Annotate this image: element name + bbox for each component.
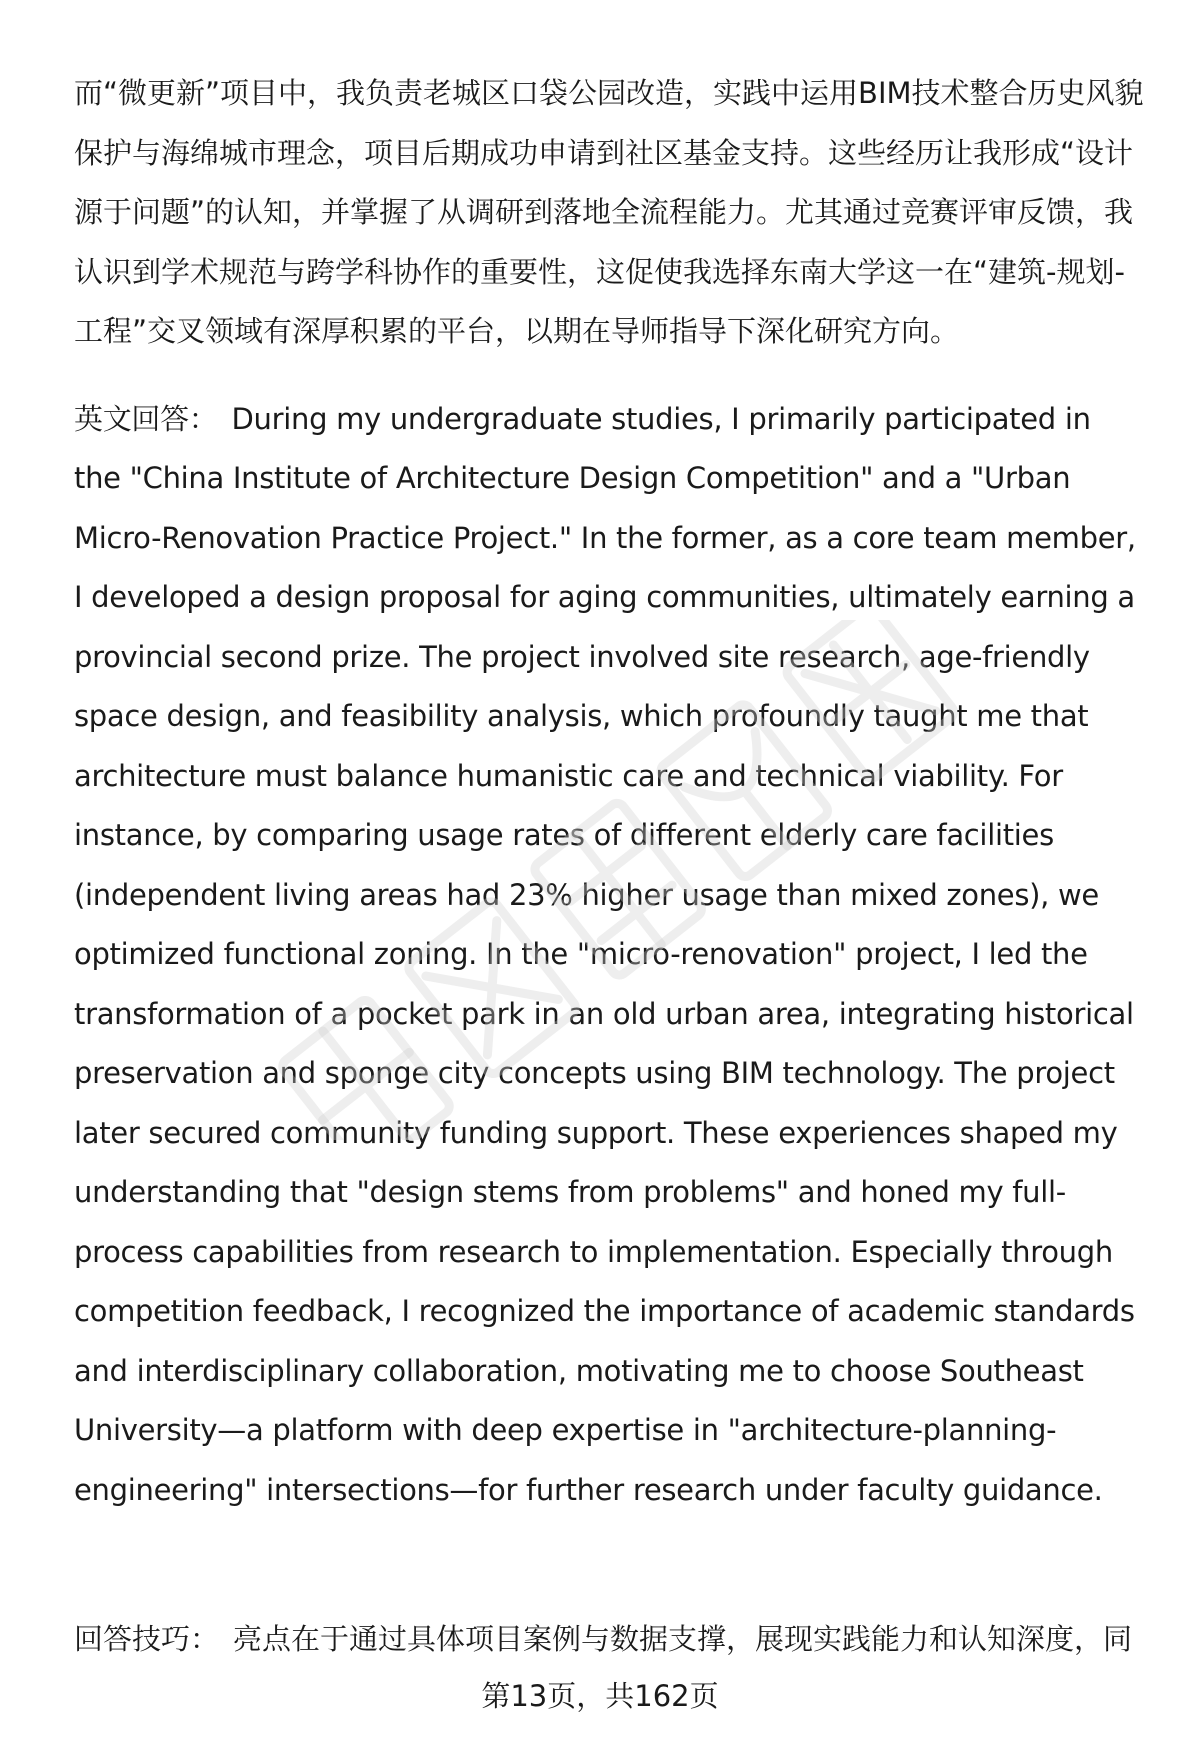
document-body — [74, 64, 1146, 1520]
page-indicator: 第13页，共162页 — [481, 1679, 719, 1713]
answer-tips-label: 回答技巧： — [74, 1622, 220, 1656]
answer-tips-text: 亮点在于通过具体项目案例与数据支撑，展现实践能力和认知深度，同 — [233, 1622, 1133, 1656]
english-answer-label: 英文回答： — [74, 401, 218, 436]
english-answer-paragraph — [74, 390, 1146, 1521]
paragraph-gap — [74, 362, 1146, 390]
answer-tips-line — [74, 1610, 1154, 1669]
english-answer-text: During my undergraduate studies, I primarily participated in the "China Institute of Architecture Design Competition" and a "Urban Micro-Renovation Practice Project." In the former, as a core team member, I developed a design proposal for aging communities, ultimately earning a provincial second prize. The project involved site research, age-friendly space design, and feasibility analysis, which profoundly taught me that architecture must balance humanistic care and technical viability. For instance, by comparing usage rates of different elderly care facilities (independent living areas had 23% higher usage than mixed zones), we optimized functional zoning. In the "micro-renovation" project, I led the transformation of a pocket park in an old urban area, integrating historical preservation and sponge city concepts using BIM technology. The project later secured community funding support. These experiences shaped my understanding that "design stems from problems" and honed my full-process capabilities from research to implementation. Especially through competition feedback, I recognized the importance of academic standards and interdisciplinary collaboration, motivating me to choose Southeast University—a platform with deep expertise in "architecture-planning-engineering" intersections—for further research under faculty guidance. — [74, 401, 1136, 1507]
chinese-paragraph: 而“微更新”项目中，我负责老城区口袋公园改造，实践中运用BIM技术整合历史风貌保护与海绵城市理念，项目后期成功申请到社区基金支持。这些经历让我形成“设计源于问题”的认知，并掌握了从调研到落地全流程能力。尤其通过竞赛评审反馈，我认识到学术规范与跨学科协作的重要性，这促使我选择东南大学这一在“建筑-规划-工程”交叉领域有深厚积累的平台，以期在导师指导下深化研究方向。 — [74, 76, 1144, 348]
